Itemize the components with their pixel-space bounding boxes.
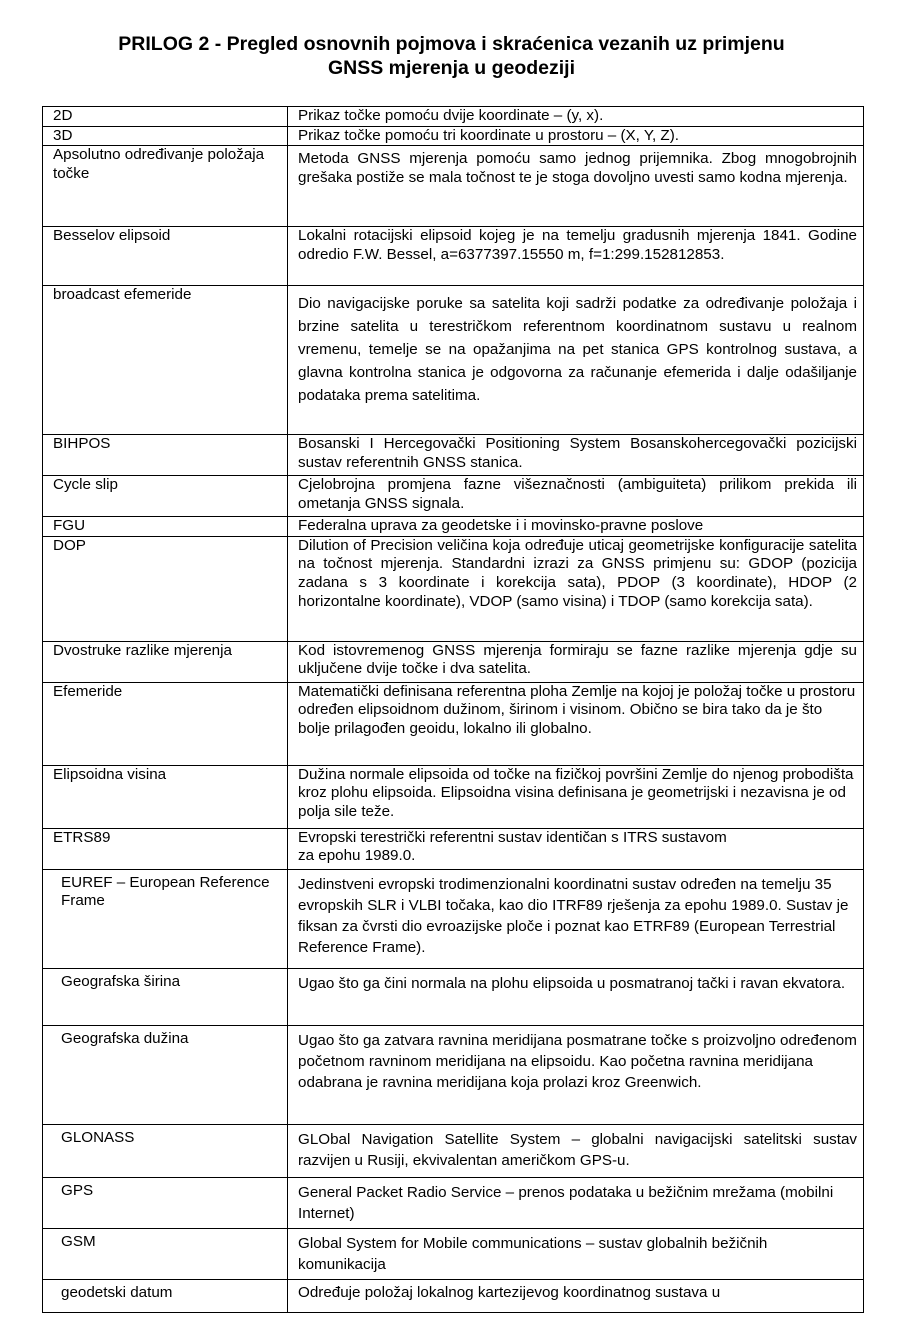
definition-cell: Federalna uprava za geodetske i i movinsko-pravne poslove <box>288 517 864 537</box>
term-cell: ETRS89 <box>43 828 288 869</box>
term-cell: GPS <box>43 1177 288 1228</box>
table-row <box>43 107 864 127</box>
table-row <box>43 828 864 869</box>
definition-cell: Kod istovremenog GNSS mjerenja formiraju se fazne razlike mjerenja gdje su uključene dvije točke i dva satelita. <box>288 641 864 682</box>
term-cell: 2D <box>43 107 288 127</box>
table-row <box>43 1279 864 1312</box>
term-cell: Cycle slip <box>43 476 288 517</box>
definition-cell: Metoda GNSS mjerenja pomoću samo jednog prijemnika. Zbog mnogobrojnih grešaka postiže se mala točnost te je stoga dovoljno uvesti samo kodna mjerenja. <box>288 146 864 227</box>
term-cell: GLONASS <box>43 1124 288 1177</box>
table-row <box>43 536 864 641</box>
term-cell: Geografska dužina <box>43 1025 288 1124</box>
term-cell: GSM <box>43 1228 288 1279</box>
table-row <box>43 146 864 227</box>
definition-cell: GLObal Navigation Satellite System – globalni navigacijski satelitski sustav razvijen u Rusiji, ekvivalentan američkom GPS-u. <box>288 1124 864 1177</box>
definition-cell: Određuje položaj lokalnog kartezijevog koordinatnog sustava u <box>288 1279 864 1312</box>
definition-cell: Evropski terestrički referentni sustav identičan s ITRS sustavom za epohu 1989.0. <box>288 828 864 869</box>
table-row <box>43 641 864 682</box>
table-row <box>43 968 864 1025</box>
definition-cell: Matematički definisana referentna ploha Zemlje na kojoj je položaj točke u prostoru određen elipsoidnom dužinom, širinom i visinom. Obično se bira tako da je što bolje prilagođen geoidu, lokalno ili globalno. <box>288 682 864 765</box>
definition-cell: Dužina normale elipsoida od točke na fizičkoj površini Zemlje do njenog probodišta kroz plohu elipsoida. Elipsoidna visina definisana je geometrijski i nezavisna je od polja sile teže. <box>288 765 864 828</box>
table-row <box>43 869 864 968</box>
term-cell: EUREF – European Reference Frame <box>43 869 288 968</box>
table-row <box>43 1124 864 1177</box>
term-cell: DOP <box>43 536 288 641</box>
glossary-table <box>42 106 864 1313</box>
table-row <box>43 1228 864 1279</box>
table-row <box>43 227 864 286</box>
term-cell: Elipsoidna visina <box>43 765 288 828</box>
term-cell: FGU <box>43 517 288 537</box>
table-row <box>43 435 864 476</box>
page-title <box>0 32 903 80</box>
definition-cell: Ugao što ga čini normala na plohu elipsoida u posmatranoj tački i ravan ekvatora. <box>288 968 864 1025</box>
definition-cell: Prikaz točke pomoću dvije koordinate – (y, x). <box>288 107 864 127</box>
table-row <box>43 1177 864 1228</box>
definition-cell: Lokalni rotacijski elipsoid kojeg je na temelju gradusnih mjerenja 1841. Godine odredio F.W. Bessel, a=6377397.15550 m, f=1:299.152812853. <box>288 227 864 286</box>
table-row <box>43 286 864 435</box>
term-cell: Geografska širina <box>43 968 288 1025</box>
table-row <box>43 765 864 828</box>
definition-cell: Ugao što ga zatvara ravnina meridijana posmatrane točke s proizvoljno određenom početnom ravninom meridijana na elipsoidu. Kao početna ravnina meridijana odabrana je ravnina meridijana koja prolazi kroz Greenwich. <box>288 1025 864 1124</box>
table-row <box>43 682 864 765</box>
definition-cell: Prikaz točke pomoću tri koordinate u prostoru – (X, Y, Z). <box>288 126 864 146</box>
table-row <box>43 126 864 146</box>
page-title-line-2: GNSS mjerenja u geodeziji <box>327 57 576 79</box>
term-cell: Apsolutno određivanje položaja točke <box>43 146 288 227</box>
term-cell: Besselov elipsoid <box>43 227 288 286</box>
table-row <box>43 476 864 517</box>
term-cell: Efemeride <box>43 682 288 765</box>
definition-cell: Bosanski I Hercegovački Positioning System Bosanskohercegovački pozicijski sustav referentnih GNSS stanica. <box>288 435 864 476</box>
definition-cell: General Packet Radio Service – prenos podataka u bežičnim mrežama (mobilni Internet) <box>288 1177 864 1228</box>
table-row <box>43 1025 864 1124</box>
term-cell: BIHPOS <box>43 435 288 476</box>
page-title-line-1: PRILOG 2 - Pregled osnovnih pojmova i skraćenica vezanih uz primjenu <box>118 33 785 55</box>
term-cell: broadcast efemeride <box>43 286 288 435</box>
term-cell: 3D <box>43 126 288 146</box>
term-cell: geodetski datum <box>43 1279 288 1312</box>
definition-cell: Dilution of Precision veličina koja određuje uticaj geometrijske konfiguracije satelita na točnost mjerenja. Standardni izrazi za GNSS primjenu su: GDOP (pozicija zadana s 3 koordinate i korekcija sata), PDOP (3 koordinate), HDOP (2 horizontalne koordinate), VDOP (samo visina) i TDOP (samo korekcija sata). <box>288 536 864 641</box>
definition-cell: Jedinstveni evropski trodimenzionalni koordinatni sustav određen na temelju 35 evropskih SLR i VLBI točaka, kao dio ITRF89 rješenja za epohu 1989.0. Sustav je fiksan za čvrsti dio evroazijske ploče i poznat kao ETRF89 (European Terrestrial Reference Frame). <box>288 869 864 968</box>
term-cell: Dvostruke razlike mjerenja <box>43 641 288 682</box>
definition-cell: Cjelobrojna promjena fazne višeznačnosti (ambiguiteta) prilikom prekida ili ometanja GNSS signala. <box>288 476 864 517</box>
definition-cell: Dio navigacijske poruke sa satelita koji sadrži podatke za određivanje položaja i brzine satelita u terestričkom referentnom koordinatnom sustavu u realnom vremenu, temelje se na opažanjima na pet stanica GPS kontrolnog sustava, a glavna kontrolna stanica je odgovorna za računanje efemerida i dalje odašiljanje podataka prema satelitima. <box>288 286 864 435</box>
definition-cell: Global System for Mobile communications – sustav globalnih bežičnih komunikacija <box>288 1228 864 1279</box>
table-row <box>43 517 864 537</box>
